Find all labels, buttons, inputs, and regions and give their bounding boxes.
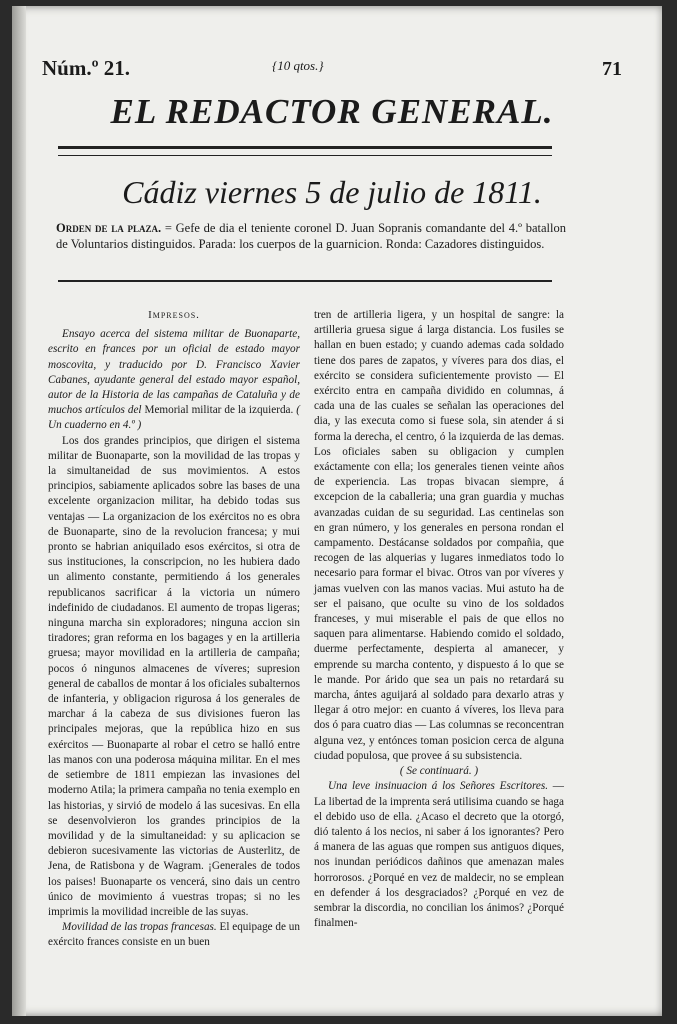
newspaper-title: EL REDACTOR GENERAL.	[110, 92, 554, 131]
title-rule	[58, 146, 552, 156]
column-left	[48, 308, 300, 951]
orden-text: = Gefe de dia el teniente coronel D. Juan Sopranis comandante del 4.º batallon de Voluntarios distinguidos. Parada: los cuerpos de la guarnicion. Ronda: Cazadores distinguidos.	[56, 221, 566, 251]
subsection-heading: Una leve insinuacion á los Señores Escritores.	[328, 780, 549, 793]
book-notice-price: ( Un cuaderno en 4.º )	[48, 404, 300, 432]
article-paragraph: tren de artilleria ligera, y un hospital de sangre: la artilleria gruesa sigue á larga distancia. Los fusiles se hallan en buen estado; y cuando ademas cada soldado tiene dos pares de zapatos, y víveres para dos dias, el exército se considera suficientemente provisto — El exército entra en campaña dividido en columnas, á cada una de las cuales se señalan las operaciones del dia, y las executa como si fuese sola, sin atender á si forma la derecha, el centro, ó la izquierda de las demas. Los oficiales saben su obligacion y cumplen exáctamente con ella; los generales tienen veinte años de experiencia. Las tropas bivacan siempre, á excepcion de la caballeria; una gran guardia y muchas avanzadas cuidan de su seguridad. Las centinelas son en gran número, y los generales en persona rondan el campamento. Destácanse soldados por compañia, que recogen de las alquerias y lugares inmediatos todo lo necesario para formar el bivac. Otros van por víveres y jamas vuelven con las manos vacias. Mui astuto ha de ser el paisano, que oculte su vino de los soldados franceses, y mui miserable el pais de que ellos no saquen para alimentarse. Habiendo comido el soldado, duerme perfectamente, despierta al amanecer, y emprende su marcha contento, y dispuesto á lo que se le mande. Por árido que sea un pais no retardará su marcha, ántes aguijará al soldado para dexarlo atras y llegar á otro mejor: en cuanto á víveres, los lleva para dos ó para cuatro dias — Las columnas se reconcentran alguna vez, y entónces toman posicion cerca de alguna ciudad populosa, que provee á su subsistencia.	[314, 309, 564, 762]
orden-label: Orden de la plaza.	[56, 221, 162, 235]
issue-price: {10 qtos.}	[272, 58, 324, 73]
book-notice: Ensayo acerca del sistema militar de Buonaparte, escrito en frances por un oficial de estado mayor moscovita, y traducido por D. Francisco Xavier Cabanes, ayudante general del estado mayor español, autor de la Historia de las campañas de Cataluña y de muchos artículos del	[48, 328, 300, 417]
article-paragraph: Los dos grandes principios, que dirigen el sistema militar de Buonaparte, son la movilidad de las tropas y la simultaneidad de sus movimientos. A estos principios, sabiamente aplicados sobre las bases de una excelente organizacion militar, ha debido todas sus ventajas — La organizacion de los exércitos no es obra de Buonaparte, sino de la revolucion francesa; y mui pronto se habrian aniquilado esos exércitos, si otra de sus instituciones, la conscripcion, no les hubiera dado un alimento constante, permitiendo á los generales republicanos sacrificar á la victoria un número indefinido de ciudadanos. El aumento de tropas ligeras; ninguna marcha sin exploradores; ninguna accion sin tiradores; gran reforma en los bagages y en la artilleria gruesa; mayor movilidad en la artilleria de campaña; pocos ó ningunos almacenes de víveres; supresion general de caballos de montar á los oficiales subalternos de infanteria, y obligacion rigurosa á los generales de marchar á la cabeza de sus divisiones fueron las principales mejoras, que la república hizo en sus exércitos — Buonaparte al robar el cetro se halló entre las manos con una poderosa máquina militar. En el mes de setiembre de 1811 empiezan las invasiones del moderno Atila; la primera campaña no tenia exemplo en las historias, y sirvió de modelo á las sucesivas. En ella se desenvolvieron los grandes principios de la movilidad y de la simultaneidad: y su aplicacion se debieron sucesivamente las victorias de Austerlitz, de Jena, de Ratisbona y de Wagram. ¡Generales de todos los paises! Buonaparte os vencerá, sino dais un centro único de movimiento á vuestras tropas; si no les imprimis la movilidad increible de las suyas.	[48, 434, 300, 918]
subsection-heading: Movilidad de las tropas francesas.	[62, 921, 217, 934]
dateline: Cádiz viernes 5 de julio de 1811.	[122, 174, 542, 210]
page-spine	[12, 6, 26, 1016]
article-paragraph: El equipage de un exército frances consiste en un buen	[48, 921, 300, 949]
masthead-top	[42, 56, 622, 86]
article-paragraph: — La libertad de la imprenta será utilisima cuando se haga el debido uso de ella. ¿Acaso el decreto que la otorgó, dió talento á los necios, ni saber á los ignorantes? Pero á manera de las aguas que rompen sus antiguos diques, nos inundan periódicos dañinos que amenazan males horrorosos. ¿Porqué en vez de maldecir, no se emplean en defender á los desgraciados? ¿Porqué en vez de sembrar la discordia, no concilian los ánimos? ¿Porqué finalmen-	[314, 780, 564, 930]
book-notice-end: Memorial militar de la izquierda.	[144, 404, 294, 417]
section-heading: Impresos.	[148, 309, 200, 321]
newspaper-page	[12, 6, 662, 1016]
orden-de-la-plaza	[56, 220, 566, 252]
issue-number: Núm.º 21.	[42, 56, 131, 80]
page-number: 71	[602, 58, 622, 80]
section-rule	[58, 280, 552, 282]
continue-note: ( Se continuará. )	[399, 765, 479, 778]
column-right	[314, 308, 564, 931]
